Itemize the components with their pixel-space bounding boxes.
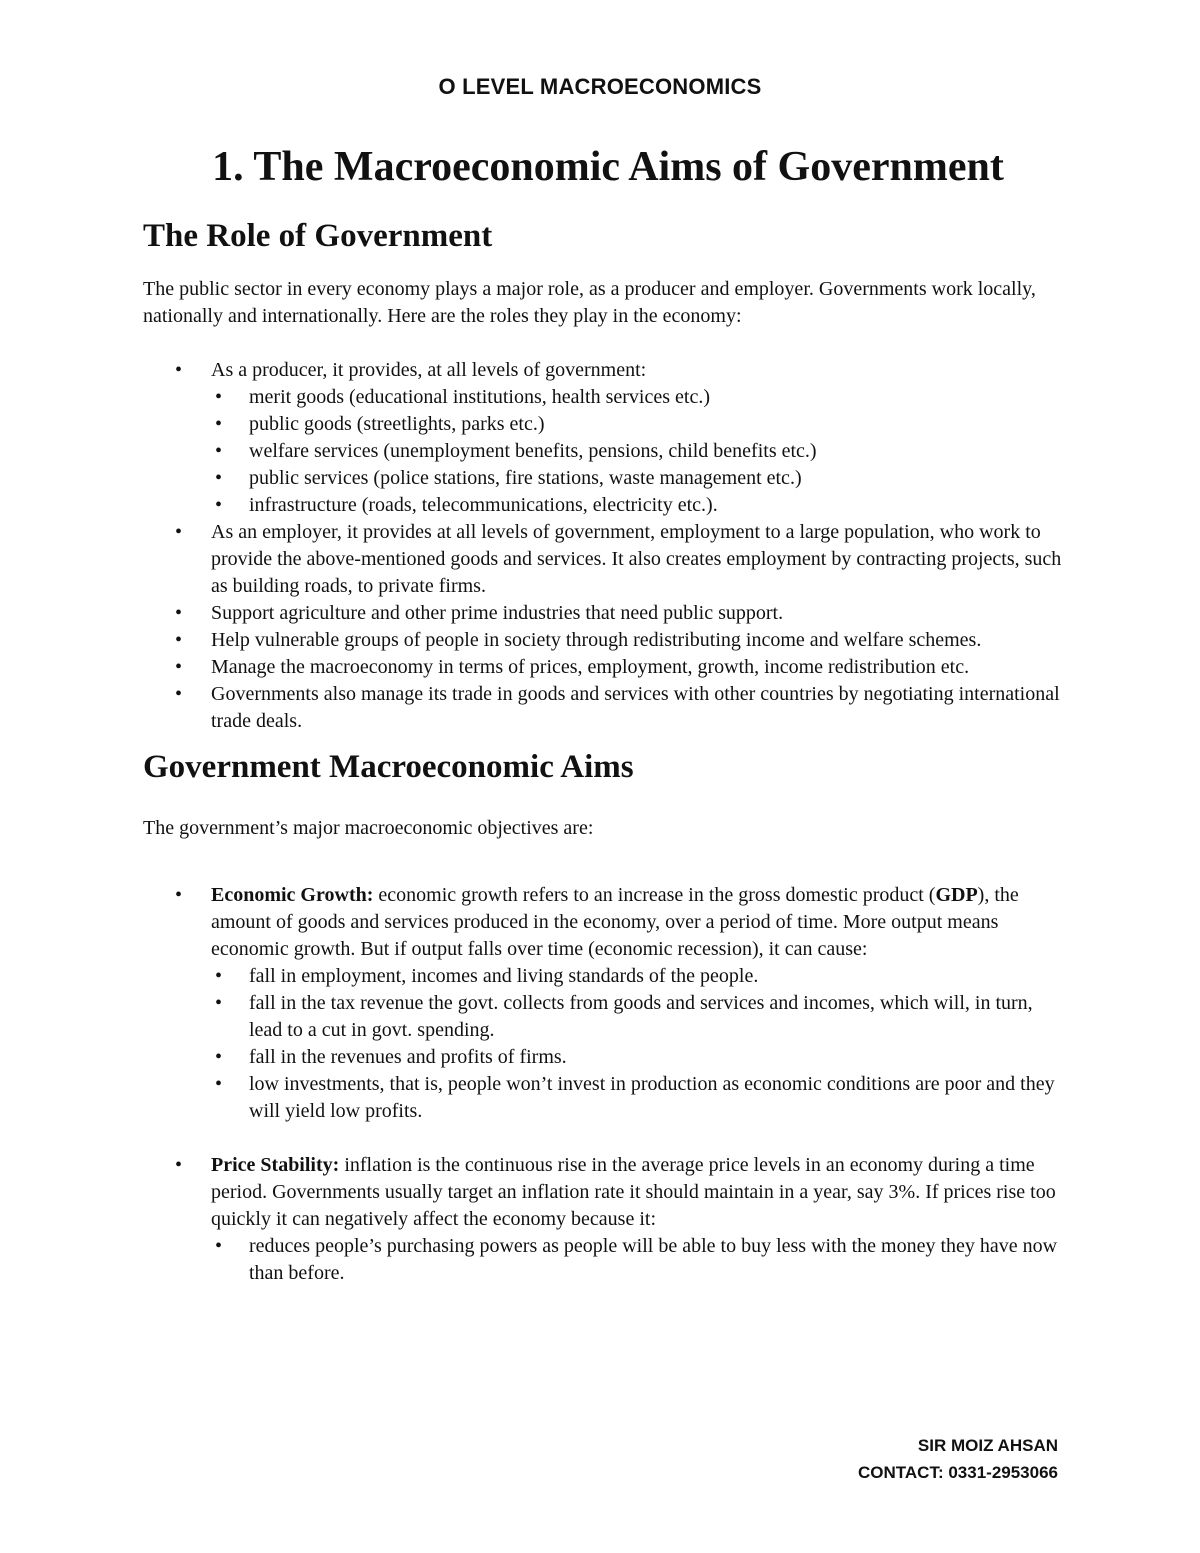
bullet-icon: • bbox=[175, 629, 183, 651]
bullet-icon: • bbox=[215, 1235, 223, 1257]
growth-sublist bbox=[143, 963, 1063, 1125]
list-item bbox=[175, 600, 1063, 627]
bullet-icon: • bbox=[175, 359, 183, 381]
gdp-term: GDP bbox=[935, 884, 978, 906]
list-item bbox=[175, 519, 1063, 600]
list-item-text: welfare services (unemployment benefits, pensions, child benefits etc.) bbox=[249, 440, 817, 462]
contact-number: CONTACT: 0331-2953066 bbox=[858, 1463, 1058, 1482]
list-item bbox=[175, 681, 1063, 735]
bullet-icon: • bbox=[215, 1046, 223, 1068]
growth-term: Economic Growth: bbox=[211, 884, 374, 906]
bullet-icon: • bbox=[215, 965, 223, 987]
list-item bbox=[215, 384, 1063, 411]
bullet-icon: • bbox=[175, 656, 183, 678]
document-body bbox=[143, 140, 1063, 1287]
aims-section-heading: Government Macroeconomic Aims bbox=[143, 749, 634, 785]
list-item bbox=[215, 1044, 1063, 1071]
aims-list bbox=[143, 882, 1063, 1287]
list-item bbox=[215, 1071, 1063, 1125]
bullet-icon: • bbox=[175, 683, 183, 705]
bullet-icon: • bbox=[175, 1154, 183, 1176]
list-item bbox=[215, 411, 1063, 438]
bullet-icon: • bbox=[215, 494, 223, 516]
list-item bbox=[175, 627, 1063, 654]
list-item-text: reduces people’s purchasing powers as people will be able to buy less with the money they have now than before. bbox=[249, 1235, 1058, 1284]
page-footer bbox=[858, 1432, 1058, 1486]
list-item bbox=[215, 465, 1063, 492]
author-name: SIR MOIZ AHSAN bbox=[917, 1436, 1058, 1455]
list-item-text: Support agriculture and other prime industries that need public support. bbox=[211, 602, 784, 624]
list-item-text: low investments, that is, people won’t invest in production as economic conditions are poor and they will yield low profits. bbox=[249, 1073, 1055, 1122]
bullet-icon: • bbox=[215, 386, 223, 408]
list-item bbox=[215, 1233, 1063, 1287]
list-item-text: merit goods (educational institutions, health services etc.) bbox=[249, 386, 710, 408]
bullet-icon: • bbox=[215, 413, 223, 435]
list-item-text: fall in the tax revenue the govt. collects from goods and services and incomes, which will, in turn, lead to a cut in govt. spending. bbox=[249, 992, 1033, 1041]
list-item bbox=[215, 492, 1063, 519]
producer-sublist bbox=[143, 384, 1063, 519]
growth-text-a: economic growth refers to an increase in the gross domestic product ( bbox=[373, 884, 936, 906]
bullet-icon: • bbox=[215, 992, 223, 1014]
document-title: 1. The Macroeconomic Aims of Government bbox=[212, 144, 1004, 190]
list-item bbox=[215, 438, 1063, 465]
list-item bbox=[215, 990, 1063, 1044]
bullet-icon: • bbox=[215, 440, 223, 462]
list-item-text: infrastructure (roads, telecommunications, electricity etc.). bbox=[249, 494, 718, 516]
price-text: inflation is the continuous rise in the average price levels in an economy during a time period. Governments usually target an inflation rate it should maintain in a year, say 3%. If prices rise too quickly it can negatively affect the economy because it: bbox=[211, 1154, 1056, 1230]
role-intro-paragraph: The public sector in every economy plays a major role, as a producer and employer. Governments work locally, nationally and internationally. Here are the roles they play in the economy: bbox=[143, 278, 1036, 327]
bullet-icon: • bbox=[215, 1073, 223, 1095]
list-item-text: Help vulnerable groups of people in society through redistributing income and welfare schemes. bbox=[211, 629, 982, 651]
list-item-text: public goods (streetlights, parks etc.) bbox=[249, 413, 545, 435]
list-item-text: As an employer, it provides at all levels of government, employment to a large population, who work to provide the above-mentioned goods and services. It also creates employment by contracting projects, such as building roads, to private firms. bbox=[211, 521, 1062, 597]
bullet-icon: • bbox=[175, 602, 183, 624]
growth-text-b: ), the amount of goods and services produced in the economy, over a period of time. More output means economic growth. But if output falls over time (economic recession), it can cause: bbox=[211, 884, 1019, 960]
page-header: O LEVEL MACROECONOMICS bbox=[438, 74, 762, 99]
list-item-price-stability bbox=[175, 1152, 1063, 1287]
list-item-text: public services (police stations, fire stations, waste management etc.) bbox=[249, 467, 802, 489]
list-item bbox=[175, 654, 1063, 681]
list-item-text: fall in employment, incomes and living standards of the people. bbox=[249, 965, 759, 987]
list-item bbox=[175, 357, 1063, 519]
bullet-icon: • bbox=[175, 521, 183, 543]
list-item-text: fall in the revenues and profits of firms. bbox=[249, 1046, 567, 1068]
role-section-heading: The Role of Government bbox=[143, 218, 493, 254]
aims-intro-paragraph: The government’s major macroeconomic objectives are: bbox=[143, 817, 594, 839]
list-item-text: Manage the macroeconomy in terms of prices, employment, growth, income redistribution etc. bbox=[211, 656, 970, 678]
price-sublist bbox=[143, 1233, 1063, 1287]
list-item bbox=[215, 963, 1063, 990]
price-term: Price Stability: bbox=[211, 1154, 340, 1176]
list-item-economic-growth bbox=[175, 882, 1063, 1152]
bullet-icon: • bbox=[215, 467, 223, 489]
list-item-text: As a producer, it provides, at all levels of government: bbox=[211, 359, 647, 381]
role-list bbox=[143, 357, 1063, 735]
list-item-text: Governments also manage its trade in goods and services with other countries by negotiating international trade deals. bbox=[211, 683, 1060, 732]
bullet-icon: • bbox=[175, 884, 183, 906]
